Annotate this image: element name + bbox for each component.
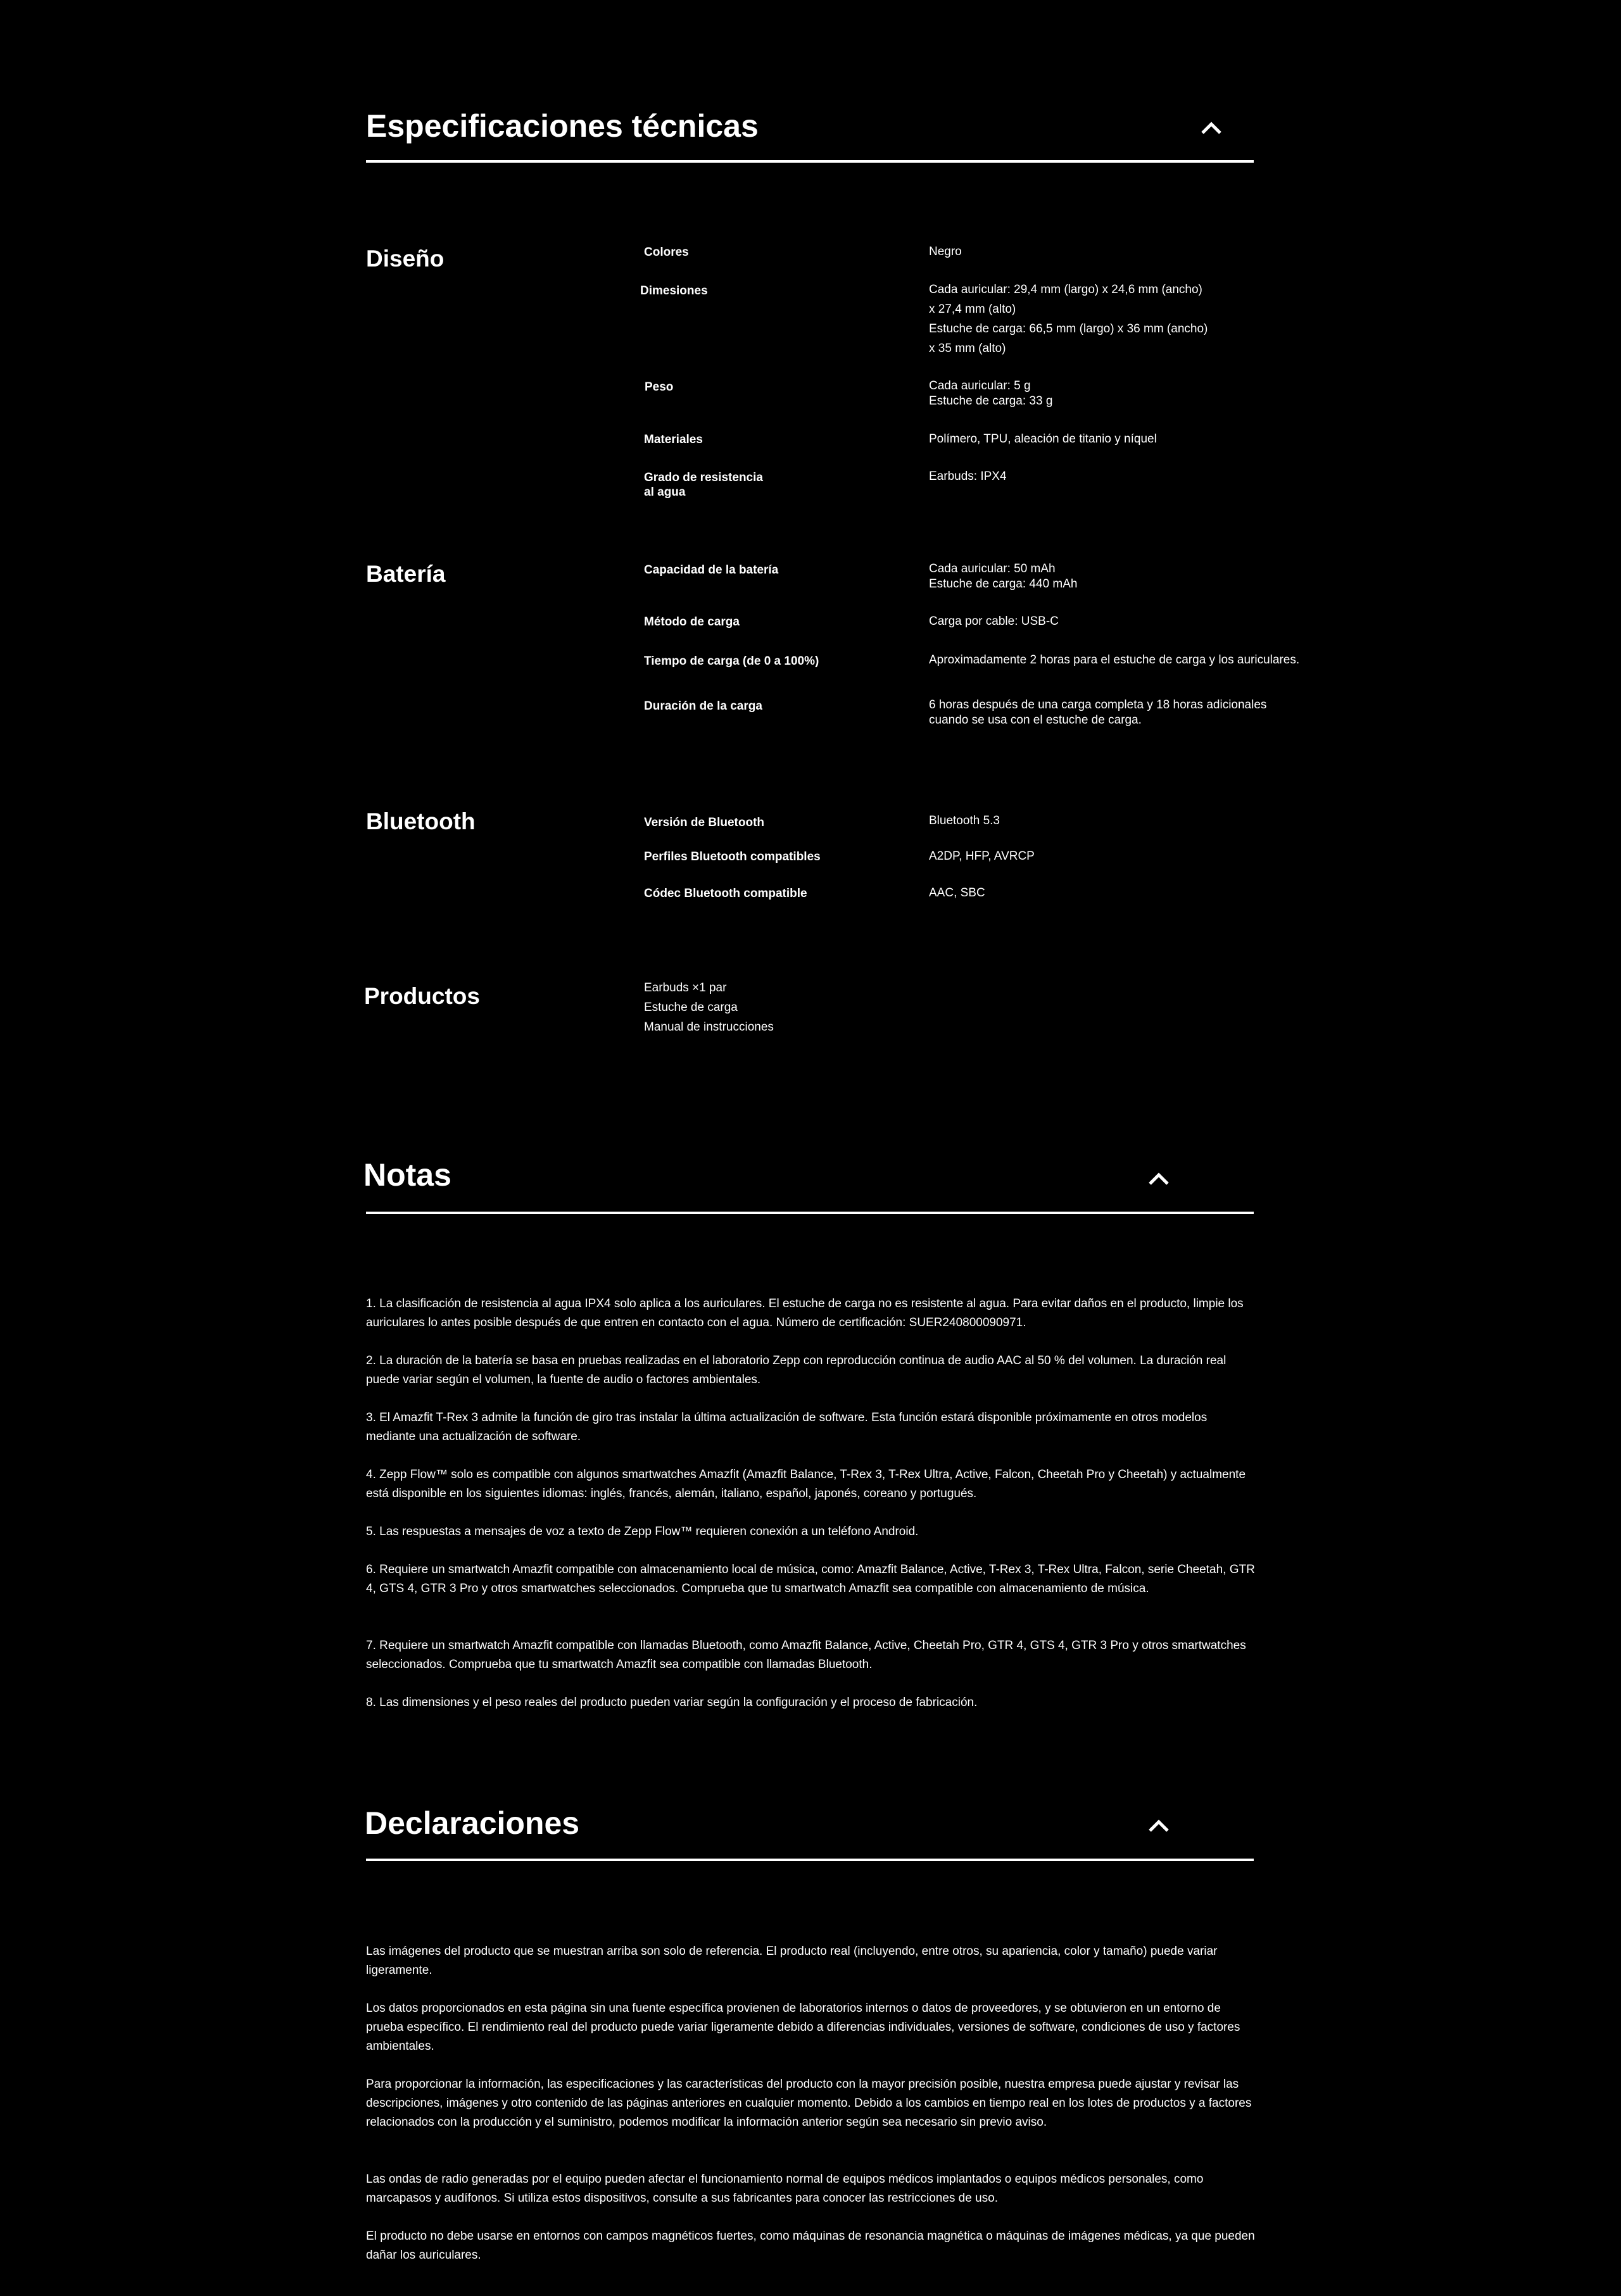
chevron-up-icon	[1146, 1170, 1171, 1186]
note-item: 2. La duración de la batería se basa en pruebas realizadas en el laboratorio Zepp con reproducción continua de audio AAC al 50 % del volumen. La duración real puede variar según el volumen, la fuente de audio o factores ambientales.	[366, 1354, 1227, 1386]
specs-divider	[366, 160, 1254, 163]
list-item: Manual de instrucciones	[644, 1020, 774, 1034]
charging-time-label: Tiempo de carga (de 0 a 100%)	[644, 655, 819, 668]
bluetooth-version-value: Bluetooth 5.3	[929, 814, 1000, 827]
water-resistance-value: Earbuds: IPX4	[929, 470, 1007, 483]
specs-collapse-button[interactable]	[1199, 119, 1224, 139]
battery-capacity-value: Cada auricular: 50 mAh Estuche de carga: 440 mAh	[929, 562, 1078, 591]
note-item: 6. Requiere un smartwatch Amazfit compatible con almacenamiento local de música, como: Amazfit Balance, Active, T-Rex 3, T-Rex Ultra, Falcon, serie Cheetah, GTR 4, GTS 4, GTR 3 Pro y otros smartwatches seleccionados. Comprueba que tu smartwatch Amazfit sea compatible con almacenamiento de música.	[366, 1563, 1255, 1595]
notes-collapse-button[interactable]	[1146, 1170, 1171, 1189]
note-item: 1. La clasificación de resistencia al agua IPX4 solo aplica a los auriculares. El estuche de carga no es resistente al agua. Para evitar daños en el producto, limpie los auriculares lo antes posible después de que entren en contacto con el agua. Número de certificación: SUER240800090971.	[366, 1297, 1244, 1329]
declaration-item: El producto no debe usarse en entornos con campos magnéticos fuertes, como máquinas de resonancia magnética o máquinas de imágenes médicas, ya que pueden dañar los auriculares.	[366, 2230, 1255, 2262]
bluetooth-heading: Bluetooth	[366, 808, 476, 834]
note-item: 3. El Amazfit T-Rex 3 admite la función de giro tras instalar la última actualización de software. Esta función estará disponible próximamente en otros modelos mediante una actualización de software.	[366, 1411, 1208, 1443]
dimensions-label: Dimesiones	[640, 284, 708, 298]
declarations-divider	[366, 1859, 1254, 1861]
declarations-title: Declaraciones	[365, 1805, 580, 1841]
note-item: 7. Requiere un smartwatch Amazfit compatible con llamadas Bluetooth, como Amazfit Balance, Active, Cheetah Pro, GTR 4, GTS 4, GTR 3 Pro y otros smartwatches seleccionados. Comprueba que tu smartwatch Amazfit sea compatible con llamadas Bluetooth.	[366, 1639, 1246, 1671]
materials-value: Polímero, TPU, aleación de titanio y níquel	[929, 432, 1157, 446]
colors-value: Negro	[929, 245, 962, 258]
specs-title: Especificaciones técnicas	[366, 108, 759, 144]
list-item: Estuche de carga	[644, 1001, 738, 1014]
colors-label: Colores	[644, 246, 689, 259]
chevron-up-icon	[1199, 119, 1224, 135]
bluetooth-codec-label: Códec Bluetooth compatible	[644, 887, 807, 900]
charging-time-value: Aproximadamente 2 horas para el estuche de carga y los auriculares.	[929, 653, 1300, 667]
materials-label: Materiales	[644, 433, 703, 446]
note-item: 8. Las dimensiones y el peso reales del producto pueden variar según la configuración y el proceso de fabricación.	[366, 1696, 978, 1709]
bluetooth-profiles-label: Perfiles Bluetooth compatibles	[644, 850, 821, 863]
note-item: 4. Zepp Flow™ solo es compatible con algunos smartwatches Amazfit (Amazfit Balance, T-Rex 3, T-Rex Ultra, Active, Falcon, Cheetah Pro y Cheetah) y actualmente está disponible en los siguientes idiomas: inglés, francés, alemán, italiano, español, japonés, coreano y portugués.	[366, 1468, 1246, 1500]
charge-duration-label: Duración de la carga	[644, 699, 762, 713]
declaration-item: Las imágenes del producto que se muestran arriba son solo de referencia. El producto real (incluyendo, entre otros, su apariencia, color y tamaño) puede variar ligeramente.	[366, 1945, 1218, 1977]
declarations-collapse-button[interactable]	[1146, 1817, 1171, 1836]
products-list	[644, 978, 774, 1037]
notes-title: Notas	[363, 1157, 451, 1193]
charge-duration-value: 6 horas después de una carga completa y 18 horas adicionales cuando se usa con el estuche de carga.	[929, 698, 1267, 727]
water-resistance-label: Grado de resistencia al agua	[644, 471, 763, 499]
list-item: Earbuds ×1 par	[644, 981, 727, 994]
bluetooth-version-label: Versión de Bluetooth	[644, 816, 765, 829]
charging-method-label: Método de carga	[644, 615, 740, 629]
weight-label: Peso	[645, 380, 674, 394]
declaration-item: Para proporcionar la información, las especificaciones y las características del producto con la mayor precisión posible, nuestra empresa puede ajustar y revisar las descripciones, imágenes y otro contenido de las páginas anteriores en cualquier momento. Debido a los cambios en tiempo real en los lotes de productos y a factores relacionados con la producción y el suministro, podemos modificar la información anterior según sea necesario sin previo aviso.	[366, 2078, 1252, 2129]
chevron-up-icon	[1146, 1817, 1171, 1833]
note-item: 5. Las respuestas a mensajes de voz a texto de Zepp Flow™ requieren conexión a un teléfono Android.	[366, 1525, 919, 1538]
products-heading: Productos	[364, 983, 480, 1009]
declaration-item: Las ondas de radio generadas por el equipo pueden afectar el funcionamiento normal de equipos médicos implantados o equipos médicos personales, como marcapasos y audífonos. Si utiliza estos dispositivos, consulte a sus fabricantes para conocer las restricciones de uso.	[366, 2173, 1204, 2205]
weight-value: Cada auricular: 5 g Estuche de carga: 33 g	[929, 379, 1053, 408]
battery-capacity-label: Capacidad de la batería	[644, 563, 779, 577]
declaration-item: Los datos proporcionados en esta página sin una fuente específica provienen de laboratorios internos o datos de proveedores, y se obtuvieron en un entorno de prueba específico. El rendimiento real del producto puede variar ligeramente debido a diferencias individuales, versiones de software, condiciones de uso y factores ambientales.	[366, 2002, 1240, 2053]
bluetooth-profiles-value: A2DP, HFP, AVRCP	[929, 850, 1035, 863]
notes-divider	[366, 1212, 1254, 1214]
bluetooth-codec-value: AAC, SBC	[929, 886, 985, 900]
charging-method-value: Carga por cable: USB-C	[929, 615, 1059, 628]
battery-heading: Batería	[366, 561, 446, 587]
dimensions-value: Cada auricular: 29,4 mm (largo) x 24,6 mm (ancho) x 27,4 mm (alto) Estuche de carga: 66,5 mm (largo) x 36 mm (ancho) x 35 mm (alto)	[929, 283, 1208, 355]
design-heading: Diseño	[366, 246, 445, 272]
